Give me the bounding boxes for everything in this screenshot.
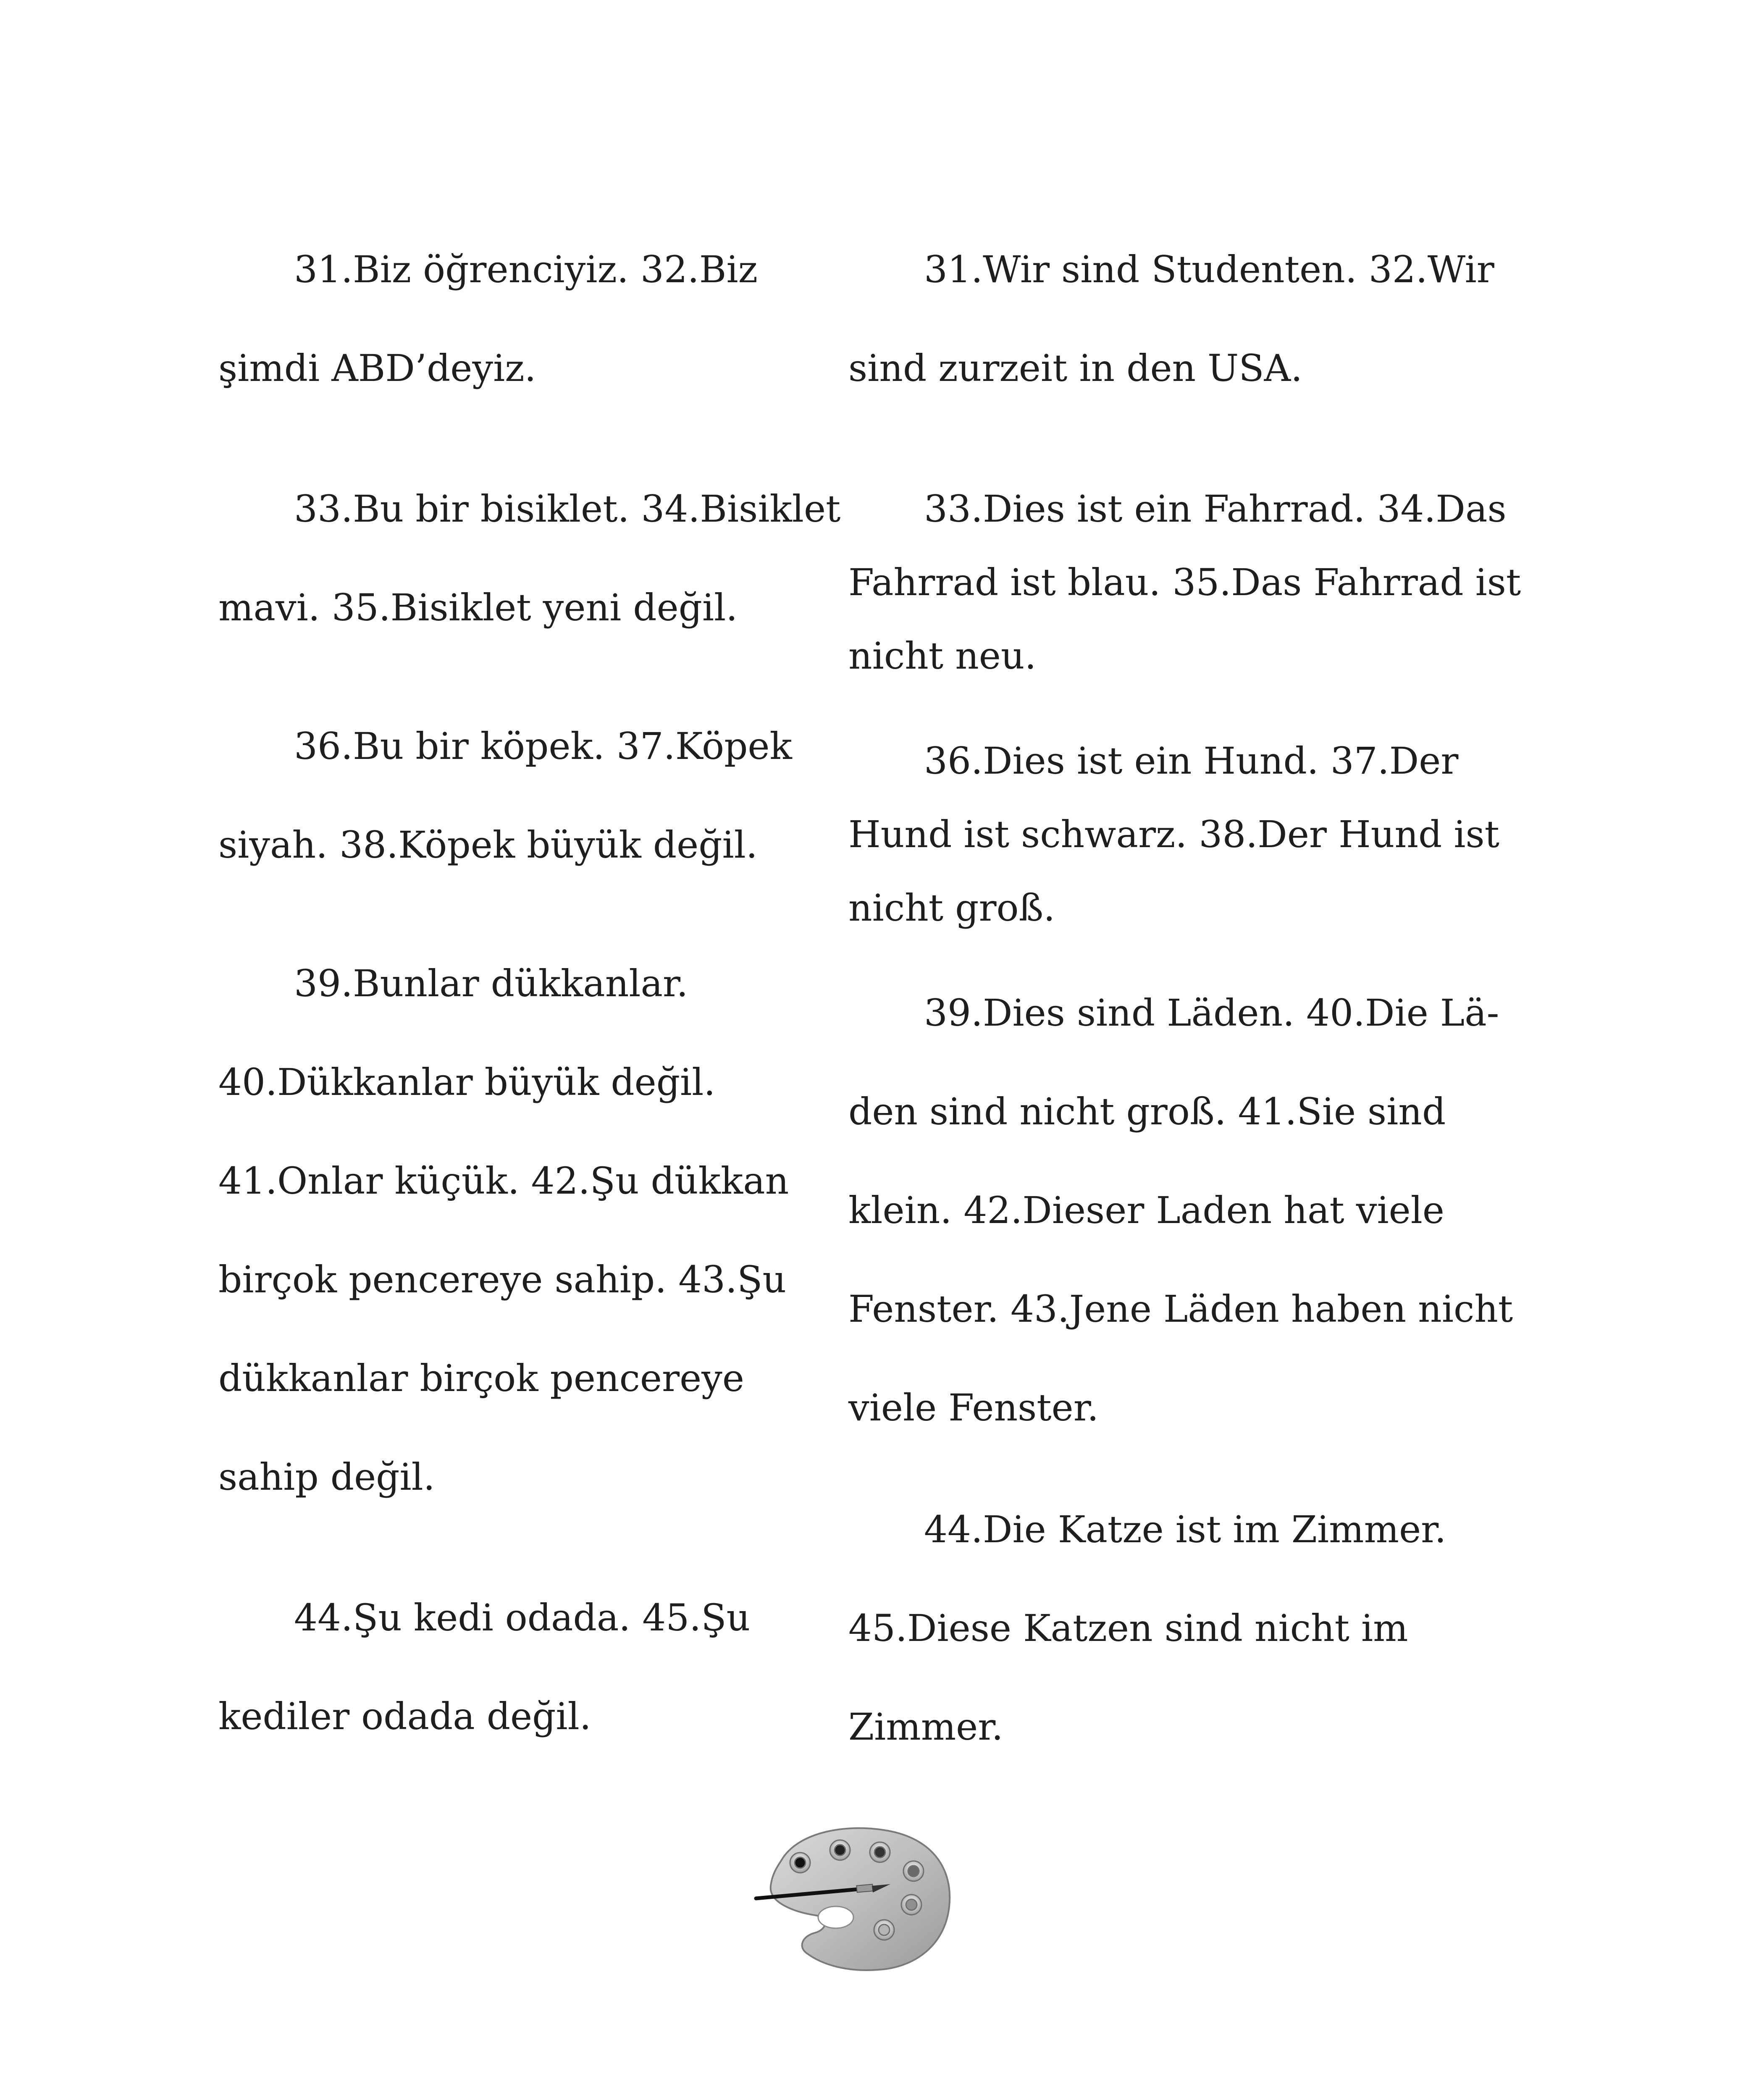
text-line: 45.Diese Katzen sind nicht im bbox=[848, 1606, 1408, 1650]
text-line: viele Fenster. bbox=[848, 1386, 1099, 1429]
text-line: siyah. 38.Köpek büyük değil. bbox=[218, 823, 758, 866]
text-line: 36.Bu bir köpek. 37.Köpek bbox=[294, 724, 792, 768]
text-line: sind zurzeit in den USA. bbox=[848, 346, 1303, 390]
text-line: şimdi ABD’deyiz. bbox=[218, 346, 536, 390]
text-line: 36.Dies ist ein Hund. 37.Der bbox=[924, 739, 1459, 782]
text-line: 44.Şu kedi odada. 45.Şu bbox=[294, 1596, 751, 1639]
text-line: 31.Biz öğrenciyiz. 32.Biz bbox=[294, 248, 758, 291]
text-line: 31.Wir sind Studenten. 32.Wir bbox=[924, 248, 1494, 291]
text-line: 44.Die Katze ist im Zimmer. bbox=[924, 1508, 1446, 1551]
text-line: den sind nicht groß. 41.Sie sind bbox=[848, 1090, 1446, 1133]
text-line: 40.Dükkanlar büyük değil. bbox=[218, 1060, 716, 1104]
text-line: Fenster. 43.Jene Läden haben nicht bbox=[848, 1287, 1513, 1331]
text-line: nicht neu. bbox=[848, 634, 1037, 677]
text-line: 39.Dies sind Läden. 40.Die Lä- bbox=[924, 991, 1499, 1034]
text-line: sahip değil. bbox=[218, 1455, 435, 1499]
text-line: Hund ist schwarz. 38.Der Hund ist bbox=[848, 813, 1500, 856]
text-line: 33.Dies ist ein Fahrrad. 34.Das bbox=[924, 487, 1507, 530]
text-line: Fahrrad ist blau. 35.Das Fahrrad ist bbox=[848, 561, 1521, 604]
text-line: klein. 42.Dieser Laden hat viele bbox=[848, 1189, 1444, 1232]
text-line: dükkanlar birçok pencereye bbox=[218, 1357, 744, 1400]
paint-palette-icon bbox=[752, 1823, 962, 1978]
text-line: nicht groß. bbox=[848, 886, 1055, 929]
text-line: mavi. 35.Bisiklet yeni değil. bbox=[218, 586, 738, 629]
text-line: 33.Bu bir bisiklet. 34.Bisiklet bbox=[294, 487, 841, 530]
text-line: Zimmer. bbox=[848, 1705, 1003, 1748]
text-line: kediler odada değil. bbox=[218, 1695, 591, 1738]
text-line: 41.Onlar küçük. 42.Şu dükkan bbox=[218, 1159, 789, 1202]
text-line: 39.Bunlar dükkanlar. bbox=[294, 962, 688, 1005]
text-line: birçok pencereye sahip. 43.Şu bbox=[218, 1258, 787, 1301]
